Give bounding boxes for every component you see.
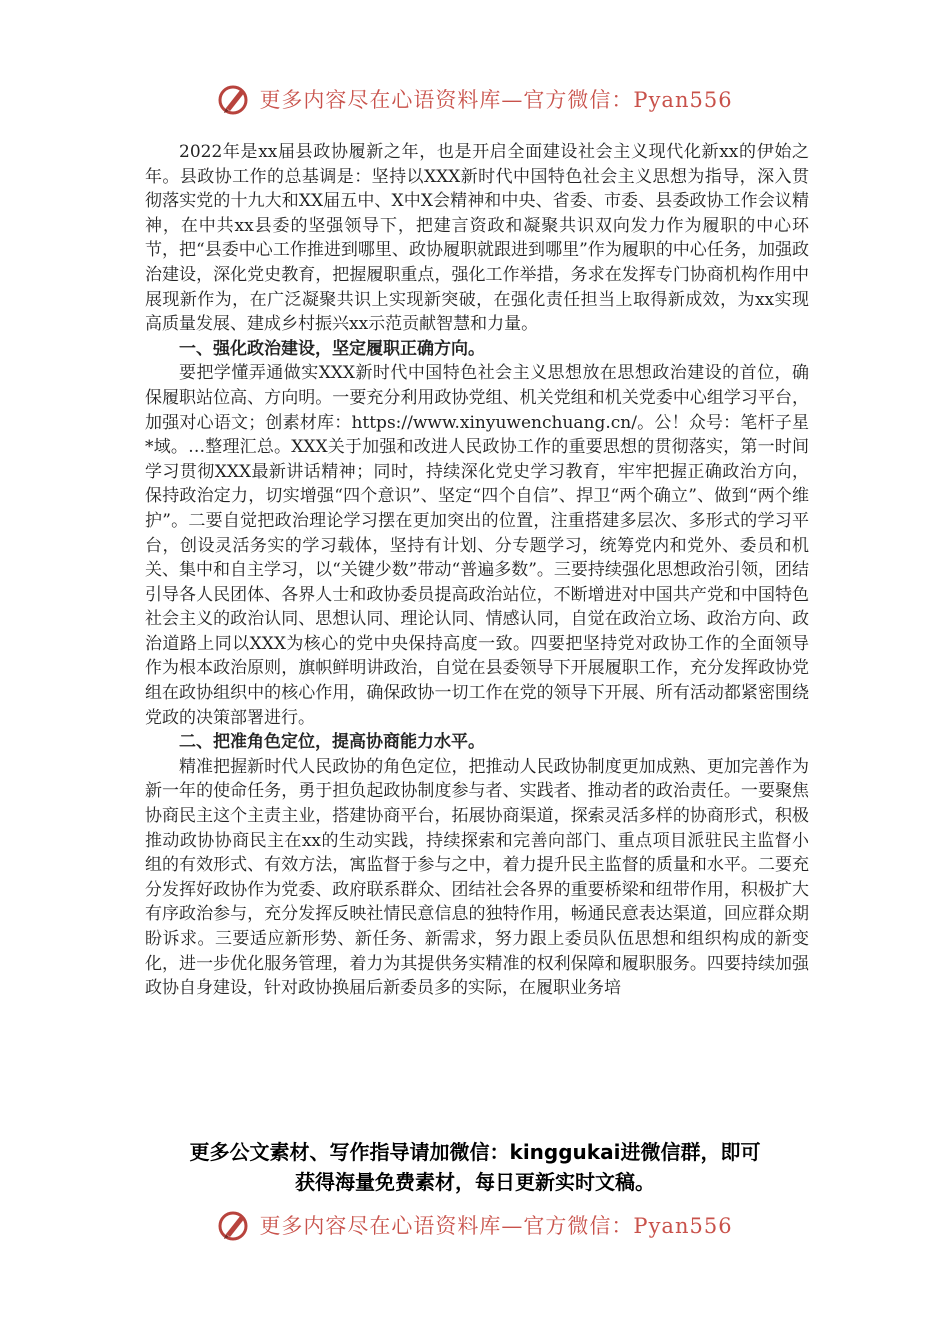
intro-paragraph: 2022年是xx届县政协履新之年，也是开启全面建设社会主义现代化新xx的伊始之年。县政协工作的总基调是：坚持以XXX新时代中国特色社会主义思想为指导，深入贯彻落实党的十九大和XX届五中、X中X会精神和中央、省委、市委、县委政协工作会议精神，在中共xx县委的坚强领导下，把建言资政和凝聚共识双向发力作为履职的中心环节，把“县委中心工作推进到哪里、政协履职就跟进到哪里”作为履职的中心任务，加强政治建设，深化党史教育，把握履职重点，强化工作举措，务求在发挥专门协商机构作用中展现新作为，在广泛凝聚共识上实现新突破，在强化责任担当上取得新成效，为xx实现高质量发展、建成乡村振兴xx示范贡献智慧和力量。 (145, 142, 809, 335)
document-body (145, 140, 809, 1001)
promo-notice (140, 1137, 810, 1197)
section-1-paragraph: 要把学懂弄通做实XXX新时代中国特色社会主义思想放在思想政治建设的首位，确保履职站位高、方向明。一要充分利用政协党组、机关党组和机关党委中心组学习平台，加强对心语文；创素材库：https://www.xinyuwenchuang.cn/。公！众号：笔杆子星*域。…整理汇总。XXX关于加强和改进人民政协工作的重要思想的贯彻落实，第一时间学习贯彻XXX最新讲话精神；同时，持续深化党史学习教育，牢牢把握正确政治方向，保持政治定力，切实增强“四个意识”、坚定“四个自信”、捍卫“两个确立”、做到“两个维护”。二要自觉把政治理论学习摆在更加突出的位置，注重搭建多层次、多形式的学习平台，创设灵活务实的学习载体，坚持有计划、分专题学习，统筹党内和党外、委员和机关、集中和自主学习，以“关键少数”带动“普遍多数”。三要持续强化思想政治引领，团结引导各人民团体、各界人士和政协委员提高政治站位，不断增进对中国共产党和中国特色社会主义的政治认同、思想认同、理论认同、情感认同，自觉在政治立场、政治方向、政治道路上同以XXX为核心的党中央保持高度一致。四要把坚持党对政协工作的全面领导作为根本政治原则，旗帜鲜明讲政治，自觉在县委领导下开展履职工作，充分发挥政协党组在政协组织中的核心作用，确保政协一切工作在党的领导下开展、所有活动都紧密围绕党政的决策部署进行。 (145, 363, 809, 728)
promo-line-1: 更多公文素材、写作指导请加微信：kinggukai进微信群，即可 (189, 1140, 761, 1164)
promo-line-2: 获得海量免费素材，每日更新实时文稿。 (295, 1170, 655, 1194)
footer-banner-text: 更多内容尽在心语资料库—官方微信：Pyan556 (259, 1214, 733, 1238)
header-banner (0, 82, 950, 116)
section-heading-1: 一、强化政治建设，坚定履职正确方向。 (179, 338, 485, 359)
section-heading-2: 二、把准角色定位，提高协商能力水平。 (179, 732, 485, 753)
footer-banner (0, 1208, 950, 1242)
section-2-paragraph: 精准把握新时代人民政协的角色定位，把推动人民政协制度更加成熟、更加完善作为新一年的使命任务，勇于担负起政协制度参与者、实践者、推动者的政治责任。一要聚焦协商民主这个主责主业，搭建协商平台，拓展协商渠道，探索灵活多样的协商形式，积极推动政协协商民主在xx的生动实践，持续探索和完善向部门、重点项目派驻民主监督小组的有效形式、有效方法，寓监督于参与之中，着力提升民主监督的质量和水平。二要充分发挥好政协作为党委、政府联系群众、团结社会各界的重要桥梁和纽带作用，积极扩大有序政治参与，充分发挥反映社情民意信息的独特作用，畅通民意表达渠道，回应群众期盼诉求。三要适应新形势、新任务、新需求，努力跟上委员队伍思想和组织构成的新变化，进一步优化服务管理，着力为其提供务实精准的权利保障和履职服务。四要持续加强政协自身建设，针对政协换届后新委员多的实际，在履职业务培 (145, 756, 809, 999)
pen-logo-icon (217, 82, 251, 116)
header-banner-text: 更多内容尽在心语资料库—官方微信：Pyan556 (259, 88, 733, 112)
pen-logo-icon (217, 1208, 251, 1242)
